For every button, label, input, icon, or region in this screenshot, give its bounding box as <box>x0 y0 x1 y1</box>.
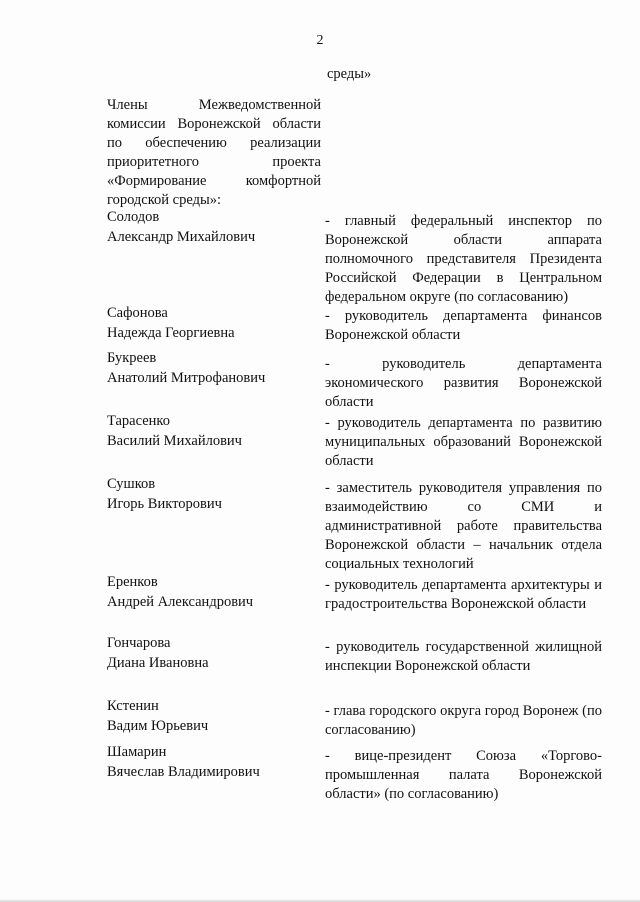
member-role: - вице-президент Союза «Торгово-промышленная палата Воронежской области» (по согласованию) <box>325 748 602 802</box>
commission-members-heading: Члены Межведомственной комиссии Воронежской области по обеспечению реализации приоритетного проекта «Формирование комфортной городской среды»: <box>107 97 321 208</box>
member-name-block <box>107 697 322 736</box>
member-given-names: Вячеслав Владимирович <box>107 763 260 780</box>
member-given-names: Надежда Георгиевна <box>107 324 235 341</box>
member-given-names: Андрей Александрович <box>107 593 254 610</box>
member-given-names: Александр Михайлович <box>107 228 256 245</box>
member-surname: Сушков <box>107 476 156 492</box>
member-surname: Гончарова <box>107 635 171 651</box>
member-role: - руководитель департамента архитектуры и градостроительства Воронежской области <box>325 577 602 612</box>
member-name-block <box>107 412 322 451</box>
member-name-block <box>107 349 322 388</box>
member-name-block <box>107 304 322 343</box>
member-surname: Солодов <box>107 209 160 225</box>
member-name-block <box>107 743 322 782</box>
member-surname: Еренков <box>107 574 158 590</box>
member-name-block <box>107 208 322 247</box>
member-given-names: Анатолий Митрофанович <box>107 369 266 386</box>
member-surname: Тарасенко <box>107 413 170 429</box>
member-role: - руководитель департамента финансов Воронежской области <box>325 308 602 343</box>
member-name-block <box>107 475 322 514</box>
page-number: 2 <box>316 33 324 48</box>
member-role: - глава городского округа город Воронеж (по согласованию) <box>325 703 602 738</box>
member-surname: Сафонова <box>107 305 168 321</box>
member-surname: Шамарин <box>107 744 167 760</box>
carryover-text: среды» <box>327 66 372 82</box>
member-role: - заместитель руководителя управления по взаимодействию со СМИ и административной работе правительства Воронежской области – начальник отдела социальных технологий <box>325 480 602 572</box>
member-given-names: Василий Михайлович <box>107 432 242 449</box>
member-role: - руководитель департамента экономического развития Воронежской области <box>325 356 602 410</box>
member-given-names: Вадим Юрьевич <box>107 717 209 734</box>
member-given-names: Игорь Викторович <box>107 495 222 512</box>
member-name-block <box>107 634 322 673</box>
member-role: - руководитель департамента по развитию муниципальных образований Воронежской области <box>325 415 602 469</box>
member-surname: Кстенин <box>107 698 159 714</box>
member-role: - руководитель государственной жилищной инспекции Воронежской области <box>325 639 602 674</box>
member-surname: Букреев <box>107 350 157 366</box>
member-given-names: Диана Ивановна <box>107 654 209 671</box>
member-role: - главный федеральный инспектор по Воронежской области аппарата полномочного представителя Президента Российской Федерации в Центральном федеральном округе (по согласованию) <box>325 213 602 305</box>
member-name-block <box>107 573 322 612</box>
